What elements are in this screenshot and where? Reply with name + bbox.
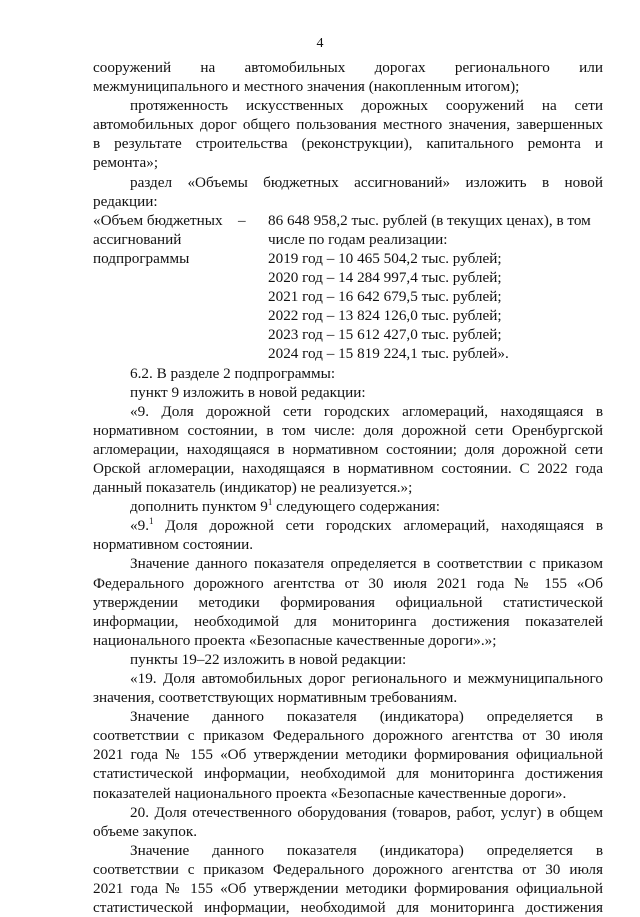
paragraph-line: пункт 9 изложить в новой редакции:: [130, 383, 366, 401]
budget-label-line: ассигнований: [93, 230, 182, 248]
paragraph-line: агломерации, находящаяся в нормативном состоянии; доля дорожной сети: [93, 440, 603, 458]
paragraph-line: объеме закупок.: [93, 822, 198, 840]
budget-year-row: 2022 год – 13 824 126,0 тыс. рублей;: [268, 307, 502, 325]
paragraph-line: соответствии с приказом Федерального дорожного агентства от 30 июля: [93, 860, 603, 878]
paragraph-line: 2021 года № 155 «Об утверждении методики формирования официальной: [93, 746, 603, 764]
paragraph-line: 20. Доля отечественного оборудования (товаров, работ, услуг) в общем: [130, 803, 603, 821]
budget-label-line: «Объем бюджетных: [93, 211, 223, 229]
paragraph-line: Значение данного показателя определяется в соответствии с приказом: [130, 555, 603, 573]
budget-label: [93, 211, 238, 364]
paragraph-line: в результате строительства (реконструкции), капитального ремонта и: [93, 135, 603, 153]
text-span: Доля дорожной сети городских агломераций, находящаяся в: [153, 517, 603, 535]
paragraph-line: «9. Доля дорожной сети городских агломераций, находящаяся в: [130, 402, 603, 420]
paragraph-line: [93, 497, 603, 516]
superscript: 1: [267, 497, 273, 508]
budget-values: [268, 211, 603, 364]
paragraph-line: Значение данного показателя (индикатора) определяется в: [130, 841, 603, 859]
budget-block: [93, 211, 603, 364]
paragraph-line: значения, соответствующих нормативным требованиям.: [93, 689, 458, 707]
paragraph-line: Федерального дорожного агентства от 30 июля 2021 года № 155 «Об: [93, 574, 603, 592]
paragraph-line: Значение данного показателя (индикатора) определяется в: [130, 708, 603, 726]
paragraph-line: статистической информации, необходимой для мониторинга достижения: [93, 899, 603, 917]
paragraph-line: утверждении методики формирования официальной статистической: [93, 593, 603, 611]
paragraph-line: сооружений на автомобильных дорогах регионального или: [93, 59, 603, 76]
paragraph-line: межмуниципального и местного значения (накопленным итогом);: [93, 78, 520, 96]
paragraph-line: информации, необходимой для мониторинга достижения показателей: [93, 612, 603, 630]
superscript: 1: [148, 516, 154, 527]
budget-year-row: 2023 год – 15 612 427,0 тыс. рублей;: [268, 326, 502, 344]
paragraph-line: Орской агломерации, находящаяся в нормативном состоянии. С 2022 года: [93, 459, 603, 477]
paragraph-line: статистической информации, необходимой для мониторинга достижения: [93, 765, 603, 783]
budget-year-row: 2021 год – 16 642 679,5 тыс. рублей;: [268, 288, 502, 306]
paragraph-line: национального проекта «Безопасные качественные дороги».»;: [93, 631, 497, 649]
budget-year-row: 2020 год – 14 284 997,4 тыс. рублей;: [268, 269, 502, 287]
paragraph-line: «19. Доля автомобильных дорог регионального и межмуниципального: [130, 670, 603, 687]
document-body: [93, 58, 603, 917]
text-span: дополнить пунктом 9: [130, 498, 268, 516]
paragraph-line: данный показатель (индикатор) не реализуется.»;: [93, 479, 413, 497]
budget-dash: –: [238, 211, 246, 229]
paragraph-line: показателей национального проекта «Безопасные качественные дороги».: [93, 784, 567, 802]
budget-year-row: 2024 год – 15 819 224,1 тыс. рублей».: [268, 345, 509, 363]
paragraph-line: автомобильных дорог общего пользования местного значения, завершенных: [93, 116, 603, 134]
budget-total: числе по годам реализации:: [268, 230, 448, 248]
paragraph-line: нормативном состоянии, в том числе: доля дорожной сети Оренбургской: [93, 421, 603, 439]
paragraph-line: соответствии с приказом Федерального дорожного агентства от 30 июля: [93, 727, 603, 745]
text-span: «9.: [130, 517, 149, 535]
section-heading: 6.2. В разделе 2 подпрограммы:: [130, 364, 336, 382]
paragraph-line: 2021 года № 155 «Об утверждении методики формирования официальной: [93, 880, 603, 898]
paragraph-line: нормативном состоянии.: [93, 536, 254, 554]
paragraph-line: редакции:: [93, 192, 158, 210]
budget-total: 86 648 958,2 тыс. рублей (в текущих ценах), в том: [268, 211, 591, 229]
paragraph-line: пункты 19–22 изложить в новой редакции:: [130, 650, 407, 668]
paragraph-line: ремонта»;: [93, 154, 159, 172]
paragraph-line: протяженность искусственных дорожных сооружений на сети: [130, 97, 603, 115]
text-span: следующего содержания:: [272, 498, 440, 516]
page-number: 4: [316, 36, 324, 51]
budget-label-line: подпрограммы: [93, 249, 190, 267]
budget-year-row: 2019 год – 10 465 504,2 тыс. рублей;: [268, 249, 502, 267]
paragraph-line: [93, 516, 603, 535]
paragraph-line: раздел «Объемы бюджетных ассигнований» изложить в новой: [130, 173, 603, 191]
